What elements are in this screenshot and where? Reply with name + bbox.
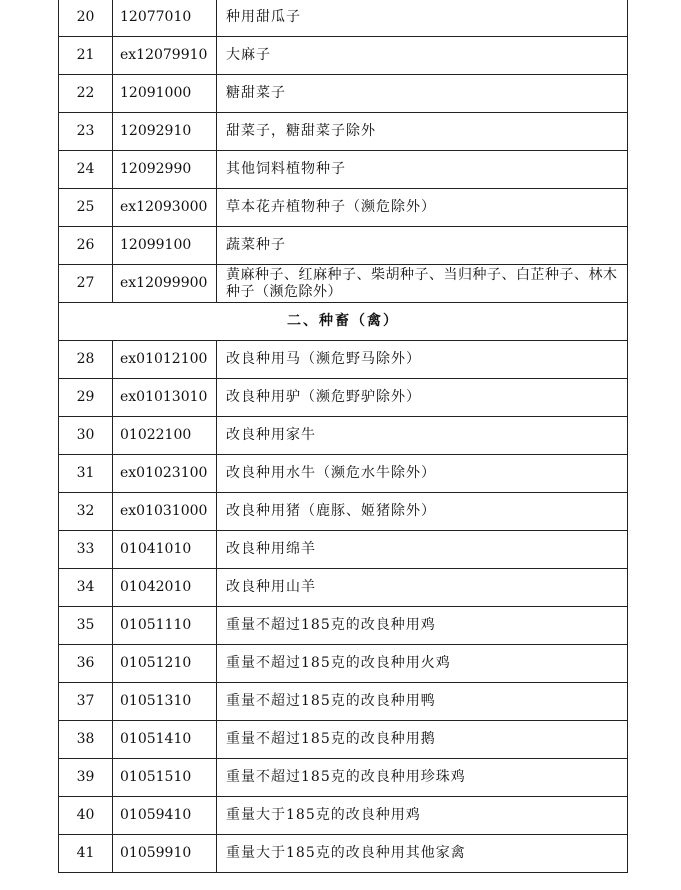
row-number: 23	[59, 113, 113, 151]
tariff-code: ex12093000	[113, 189, 217, 227]
item-description: 其他饲料植物种子	[217, 151, 628, 189]
item-description: 改良种用山羊	[217, 569, 628, 607]
table-row	[59, 341, 628, 379]
table-row	[59, 227, 628, 265]
section-title: 二、种畜（禽）	[59, 303, 628, 341]
row-number: 21	[59, 37, 113, 75]
table-row	[59, 189, 628, 227]
row-number: 24	[59, 151, 113, 189]
tariff-code: 12092990	[113, 151, 217, 189]
row-number: 37	[59, 683, 113, 721]
item-description: 改良种用家牛	[217, 417, 628, 455]
row-number: 25	[59, 189, 113, 227]
tariff-code: 01059410	[113, 797, 217, 835]
table-row	[59, 113, 628, 151]
item-description: 改良种用绵羊	[217, 531, 628, 569]
tariff-code: 12091000	[113, 75, 217, 113]
tariff-code: ex12079910	[113, 37, 217, 75]
row-number: 29	[59, 379, 113, 417]
item-description: 重量不超过185克的改良种用珍珠鸡	[217, 759, 628, 797]
table-row	[59, 379, 628, 417]
tariff-code: 01022100	[113, 417, 217, 455]
row-number: 20	[59, 0, 113, 37]
table-row	[59, 569, 628, 607]
tariff-code: 01051210	[113, 645, 217, 683]
item-description: 重量不超过185克的改良种用火鸡	[217, 645, 628, 683]
table-row	[59, 75, 628, 113]
item-description: 黄麻种子、红麻种子、柴胡种子、当归种子、白芷种子、林木种子（濒危除外）	[217, 265, 628, 303]
row-number: 30	[59, 417, 113, 455]
table-row	[59, 455, 628, 493]
row-number: 31	[59, 455, 113, 493]
item-description: 糖甜菜子	[217, 75, 628, 113]
table-row	[59, 645, 628, 683]
row-number: 22	[59, 75, 113, 113]
item-description: 甜菜子，糖甜菜子除外	[217, 113, 628, 151]
section-header-group	[59, 303, 628, 341]
item-description: 改良种用马（濒危野马除外）	[217, 341, 628, 379]
tariff-code: ex01023100	[113, 455, 217, 493]
tariff-code: 01051310	[113, 683, 217, 721]
tariff-code: 12077010	[113, 0, 217, 37]
item-description: 重量不超过185克的改良种用鹅	[217, 721, 628, 759]
tariff-code: 12092910	[113, 113, 217, 151]
item-description: 重量大于185克的改良种用鸡	[217, 797, 628, 835]
table-row	[59, 683, 628, 721]
row-number: 26	[59, 227, 113, 265]
item-description: 改良种用水牛（濒危水牛除外）	[217, 455, 628, 493]
tariff-code: 01051410	[113, 721, 217, 759]
table-row	[59, 607, 628, 645]
row-number: 40	[59, 797, 113, 835]
item-description: 改良种用猪（鹿豚、姬猪除外）	[217, 493, 628, 531]
tariff-item-table	[58, 0, 628, 873]
table-row	[59, 835, 628, 873]
item-description: 种用甜瓜子	[217, 0, 628, 37]
item-description: 重量不超过185克的改良种用鸡	[217, 607, 628, 645]
row-number: 28	[59, 341, 113, 379]
row-number: 36	[59, 645, 113, 683]
tariff-code: ex01013010	[113, 379, 217, 417]
item-description: 重量不超过185克的改良种用鸭	[217, 683, 628, 721]
table-body-seeds	[59, 0, 628, 303]
row-number: 39	[59, 759, 113, 797]
tariff-code: ex01012100	[113, 341, 217, 379]
tariff-code: 01042010	[113, 569, 217, 607]
tariff-code: ex12099900	[113, 265, 217, 303]
section-row	[59, 303, 628, 341]
table-row	[59, 797, 628, 835]
tariff-code: 01051510	[113, 759, 217, 797]
table-row	[59, 721, 628, 759]
tariff-code: ex01031000	[113, 493, 217, 531]
item-description: 改良种用驴（濒危野驴除外）	[217, 379, 628, 417]
tariff-code: 01041010	[113, 531, 217, 569]
tariff-code: 01059910	[113, 835, 217, 873]
table-row	[59, 417, 628, 455]
table-row	[59, 265, 628, 303]
table-row	[59, 37, 628, 75]
item-description: 重量大于185克的改良种用其他家禽	[217, 835, 628, 873]
row-number: 34	[59, 569, 113, 607]
table-row	[59, 493, 628, 531]
row-number: 32	[59, 493, 113, 531]
table-body-breeding-livestock	[59, 341, 628, 873]
row-number: 33	[59, 531, 113, 569]
item-description: 大麻子	[217, 37, 628, 75]
row-number: 35	[59, 607, 113, 645]
row-number: 38	[59, 721, 113, 759]
item-description: 蔬菜种子	[217, 227, 628, 265]
table-row	[59, 0, 628, 37]
table-row	[59, 151, 628, 189]
table-row	[59, 759, 628, 797]
item-description: 草本花卉植物种子（濒危除外）	[217, 189, 628, 227]
tariff-code: 01051110	[113, 607, 217, 645]
tariff-code: 12099100	[113, 227, 217, 265]
row-number: 27	[59, 265, 113, 303]
row-number: 41	[59, 835, 113, 873]
table-row	[59, 531, 628, 569]
